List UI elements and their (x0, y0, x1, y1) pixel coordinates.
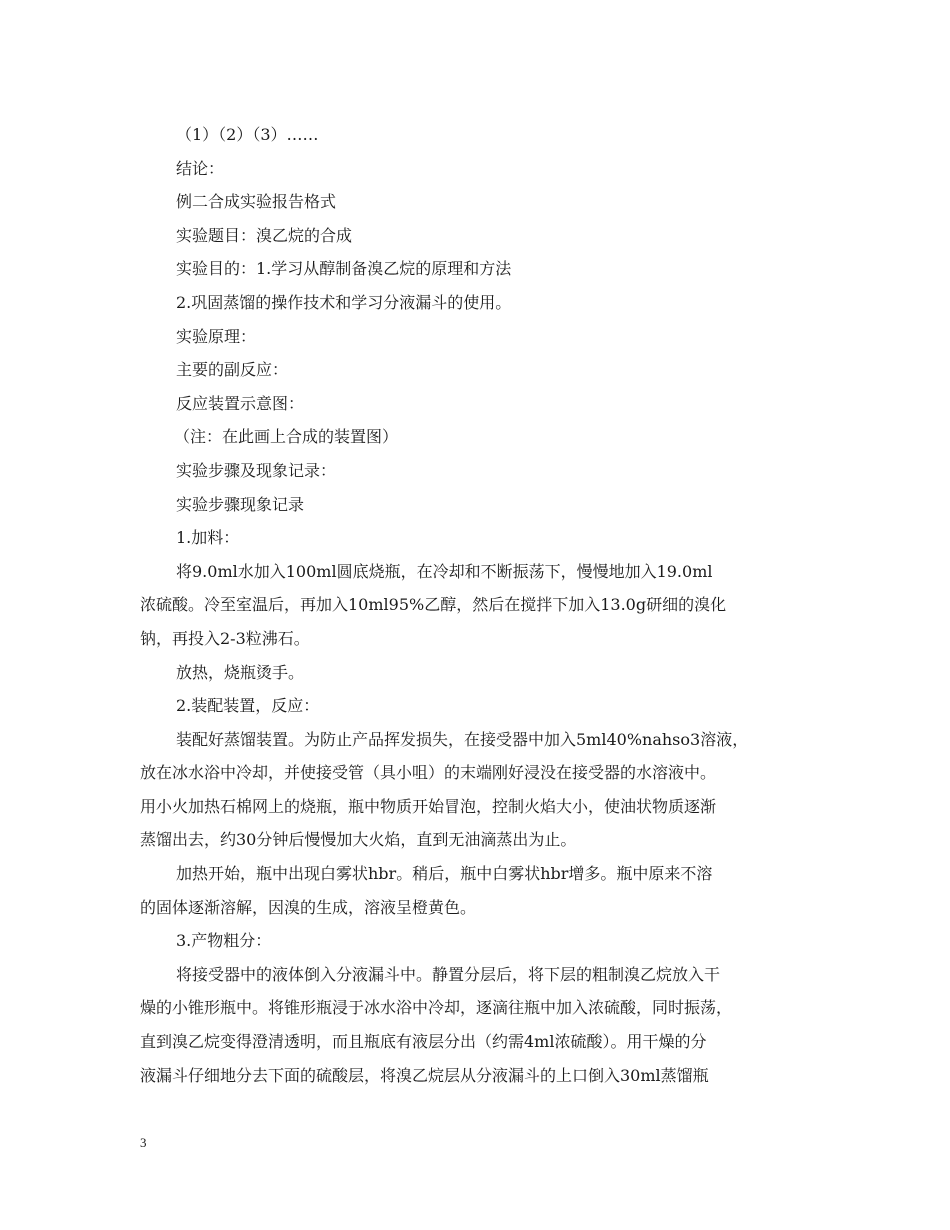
text-line: 燥的小锥形瓶中。将锥形瓶浸于冰水浴中冷却，逐滴往瓶中加入浓硫酸，同时振荡， (140, 998, 733, 1018)
text-line: （1）（2）（3）…… (176, 125, 319, 144)
text-line: 浓硫酸。冷至室温后，再加入10ml95%乙醇，然后在搅拌下加入13.0g研细的溴化 (140, 595, 727, 615)
text-line: 实验步骤现象记录 (176, 494, 305, 514)
text-line: 加热开始，瓶中出现白雾状hbr。稍后，瓶中白雾状hbr增多。瓶中原来不溶 (176, 864, 713, 884)
text-line: 1.加料： (176, 528, 240, 548)
text-line: 实验步骤及现象记录： (176, 460, 337, 480)
text-line: 装配好蒸馏装置。为防止产品挥发损失，在接受器中加入5ml40%nahso3溶液， (176, 729, 749, 749)
text-line: 实验原理： (176, 326, 257, 346)
page-number: 3 (140, 1135, 147, 1150)
text-line: 实验目的：1.学习从醇制备溴乙烷的原理和方法 (176, 259, 512, 279)
text-line: （注：在此画上合成的装置图） (174, 427, 399, 447)
text-line: 将9.0ml水加入100ml圆底烧瓶，在冷却和不断振荡下，慢慢地加入19.0ml (176, 561, 713, 581)
text-line: 2.巩固蒸馏的操作技术和学习分液漏斗的使用。 (176, 292, 512, 312)
text-line: 反应装置示意图： (176, 393, 305, 413)
text-line: 3.产物粗分： (176, 931, 272, 951)
text-line: 放热，烧瓶烫手。 (176, 662, 305, 682)
text-line: 结论： (176, 158, 225, 178)
text-line: 用小火加热石棉网上的烧瓶，瓶中物质开始冒泡，控制火焰大小，使油状物质逐渐 (140, 796, 717, 816)
text-line: 放在冰水浴中冷却，并使接受管（具小咀）的末端刚好浸没在接受器的水溶液中。 (140, 763, 717, 783)
text-line: 的固体逐渐溶解，因溴的生成，溶液呈橙黄色。 (140, 897, 477, 917)
text-line: 钠，再投入2-3粒沸石。 (140, 628, 310, 648)
text-line: 2.装配装置，反应： (176, 696, 320, 716)
text-line: 例二合成实验报告格式 (176, 192, 337, 212)
text-line: 主要的副反应： (176, 360, 289, 380)
text-line: 直到溴乙烷变得澄清透明，而且瓶底有液层分出（约需4ml浓硫酸）。用干燥的分 (140, 1032, 707, 1052)
text-line: 实验题目：溴乙烷的合成 (176, 225, 353, 245)
text-line: 将接受器中的液体倒入分液漏斗中。静置分层后，将下层的粗制溴乙烷放入干 (176, 964, 721, 984)
text-line: 液漏斗仔细地分去下面的硫酸层，将溴乙烷层从分液漏斗的上口倒入30ml蒸馏瓶 (140, 1065, 709, 1085)
document-body (140, 118, 820, 1092)
text-line: 蒸馏出去，约30分钟后慢慢加大火焰，直到无油滴蒸出为止。 (140, 830, 577, 850)
